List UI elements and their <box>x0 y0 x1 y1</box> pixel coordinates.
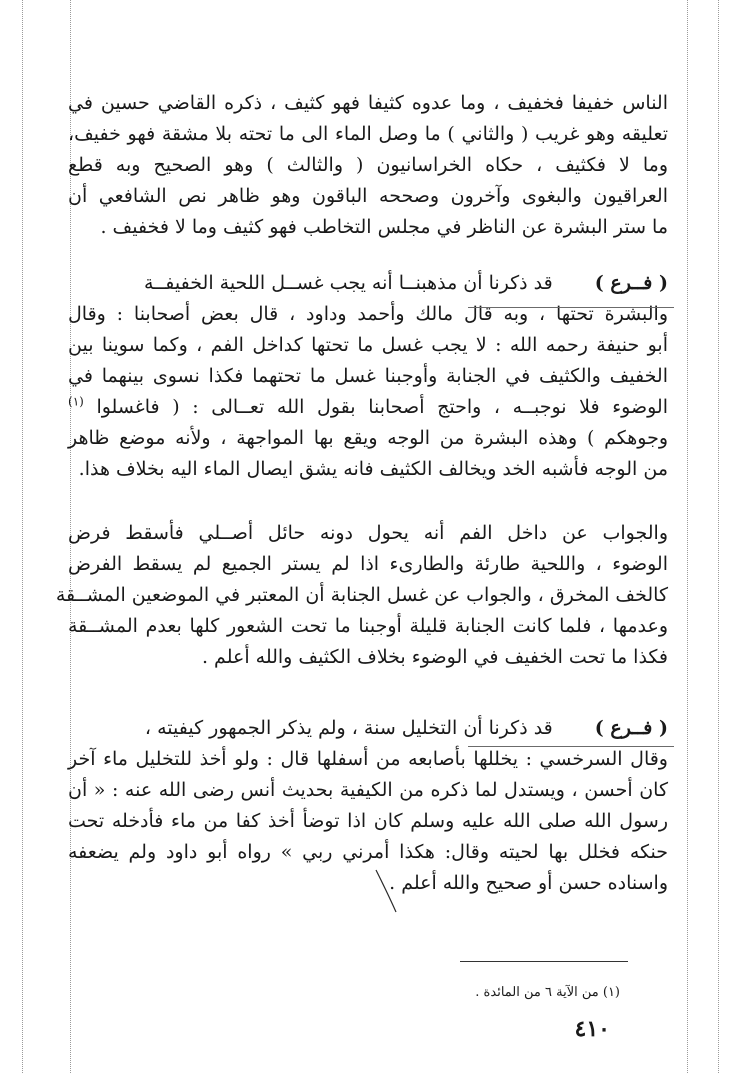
text-line: كان أحسن ، ويستدل لما ذكره من الكيفية بحديث أنس رضى الله عنه : « أن <box>68 779 668 801</box>
section-heading <box>68 713 668 744</box>
section-far-2 <box>68 713 668 899</box>
text-line: الوضوء ، واللحية طارئة والطارىء اذا لم يستر الجميع لم يسقط الفرض <box>68 553 668 575</box>
text-line: وجوهكم ) وهذه البشرة من الوجه ويقع بها المواجهة ، ولأنه موضع ظاهر <box>68 427 668 449</box>
far-label: ( فــرع ) <box>594 717 668 739</box>
footnote: (١) من الآية ٦ من المائدة . <box>475 985 620 1000</box>
text-line: الناس خفيفا فخفيف ، وما عدوه كثيفا فهو كثيف ، ذكره القاضي حسين في <box>68 92 668 114</box>
heading-underline <box>468 307 674 308</box>
heading-underline <box>468 746 674 747</box>
text-line: كالخف المخرق ، والجواب عن غسل الجنابة أن المعتبر في الموضعين المشــقة <box>55 584 668 606</box>
text-line: ما ستر البشرة عن الناظر في مجلس التخاطب فهو كثيف وما لا فخفيف . <box>100 216 668 238</box>
text-line: رسول الله صلى الله عليه وسلم كان اذا توضأ أخذ كفا من ماء فأدخله تحت <box>68 810 668 832</box>
text-line: والجواب عن داخل الفم أنه يحول دونه حائل أصــلي فأسقط فرض <box>68 522 668 544</box>
text-line: حنكه فخلل بها لحيته وقال: هكذا أمرني ربي » رواه أبو داود ولم يضعفه <box>68 841 668 863</box>
footnote-separator <box>460 961 628 962</box>
text-line: وقال السرخسي : يخللها بأصابعه من أسفلها قال : ولو أخذ للتخليل ماء آخر <box>68 748 668 770</box>
text-line: وعدمها ، فلما كانت الجنابة قليلة أوجبنا ما تحت الشعور كلها بعدم المشــقة <box>68 615 668 637</box>
footnote-marker[interactable]: (١) <box>68 394 84 409</box>
text-line: تعليقه وهو غريب ( والثاني ) ما وصل الماء الى ما تحته بلا مشقة فهو خفيف، <box>68 123 668 145</box>
section-first-line: قد ذكرنا أن التخليل سنة ، ولم يذكر الجمهور كيفيته ، <box>144 717 553 739</box>
paragraph-3 <box>55 518 668 673</box>
text-line: والبشرة تحتها ، وبه قال مالك وأحمد وداود ، قال بعض أصحابنا : وقال <box>68 303 668 325</box>
text-line: العراقيون والبغوى وآخرون وصححه الباقون وهو ظاهر نص الشافعي أن <box>68 185 668 207</box>
margin-guide-left-outer <box>22 0 23 1073</box>
text-line: واسناده حسن أو صحيح والله أعلم . <box>389 872 668 894</box>
margin-guide-right-inner <box>687 0 688 1073</box>
text-line: من الوجه فأشبه الخد ويخالف الكثيف فانه يشق ايصال الماء اليه بخلاف هذا. <box>78 458 668 480</box>
far-label: ( فــرع ) <box>594 272 668 294</box>
margin-guide-right-outer <box>718 0 719 1073</box>
section-far-1 <box>68 268 668 485</box>
text-line <box>68 392 668 423</box>
section-heading <box>68 268 668 299</box>
text-line-body: الوضوء فلا نوجبــه ، واحتج أصحابنا بقول الله تعــالى : ( فاغسلوا <box>96 396 668 418</box>
text-line: وما لا فكثيف ، حكاه الخراسانيون ( والثالث ) وهو الصحيح وبه قطع <box>68 154 668 176</box>
text-line: الخفيف والكثيف في الجنابة وأوجبنا غسل ما تحتهما فكذا نسوى بينهما في <box>68 365 668 387</box>
paragraph-1 <box>68 88 668 243</box>
page-number: ٤١٠ <box>574 1016 610 1042</box>
text-line: أبو حنيفة رحمه الله : لا يجب غسل ما تحتها كداخل الفم ، وكما سوينا بين <box>68 334 668 356</box>
section-first-line: قد ذكرنا أن مذهبنــا أنه يجب غســل اللحية الخفيفــة <box>143 272 553 294</box>
text-line: فكذا ما تحت الخفيف في الوضوء بخلاف الكثيف والله أعلم . <box>201 646 668 668</box>
